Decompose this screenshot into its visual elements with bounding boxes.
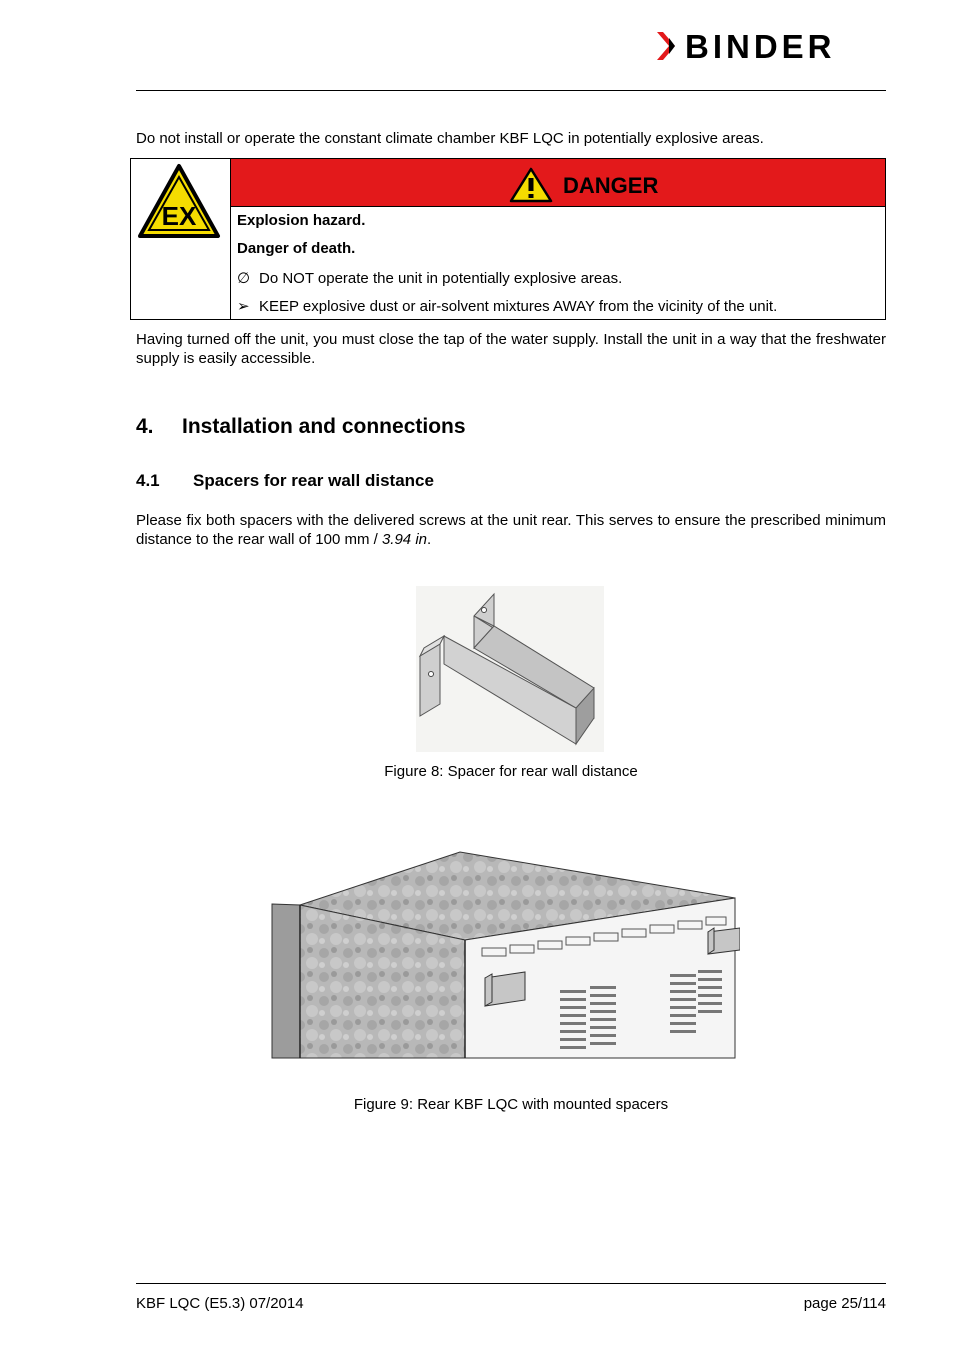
warning-icon-cell bbox=[131, 159, 231, 319]
danger-header bbox=[231, 159, 885, 207]
hazard-consequence: Danger of death. bbox=[237, 240, 356, 257]
spacers-text: Please fix both spacers with the delivered screws at the unit rear. This serves to ensure the prescribed minimum distance to the rear wall of 100 mm / bbox=[136, 512, 886, 548]
instruction-text: KEEP explosive dust or air-solvent mixtures AWAY from the vicinity of the unit. bbox=[259, 298, 778, 315]
ex-icon-text: EX bbox=[161, 201, 197, 231]
figure-8-spacer-image bbox=[416, 586, 604, 752]
danger-warning-box bbox=[130, 158, 886, 320]
spacers-distance-inches: 3.94 in bbox=[381, 531, 427, 548]
logo-text: BINDER bbox=[685, 30, 836, 62]
warning-triangle-icon bbox=[509, 167, 553, 203]
intro-text: Do not install or operate the constant climate chamber KBF LQC in potentially explosive areas. bbox=[136, 130, 764, 147]
figure-8-caption: Figure 8: Spacer for rear wall distance bbox=[384, 763, 638, 780]
header-rule bbox=[136, 90, 886, 91]
subsection-heading bbox=[136, 471, 434, 491]
footer-rule bbox=[136, 1283, 886, 1284]
binder-logo bbox=[655, 30, 887, 62]
figure-9-unit-rear-image bbox=[270, 850, 740, 1060]
section-title: Installation and connections bbox=[182, 415, 466, 438]
explosion-hazard-ex-icon bbox=[137, 163, 221, 239]
footer-document-id: KBF LQC (E5.3) 07/2014 bbox=[136, 1295, 304, 1312]
arrow-bullet-icon: ➢ bbox=[237, 298, 250, 315]
hazard-type: Explosion hazard. bbox=[237, 212, 366, 229]
section-number: 4. bbox=[136, 415, 154, 438]
signal-word: DANGER bbox=[563, 173, 659, 198]
spacers-text-end: . bbox=[427, 531, 432, 548]
water-supply-paragraph: Having turned off the unit, you must close the tap of the water supply. Install the unit in a way that the freshwater supply is easily accessible. bbox=[136, 331, 886, 367]
section-heading bbox=[136, 415, 466, 439]
spacers-paragraph bbox=[136, 511, 886, 549]
prohibition-symbol-icon: ∅ bbox=[237, 270, 251, 287]
prohibition-line bbox=[237, 269, 622, 287]
subsection-title: Spacers for rear wall distance bbox=[193, 471, 434, 490]
prohibition-text: Do NOT operate the unit in potentially explosive areas. bbox=[259, 270, 623, 287]
figure-9-caption: Figure 9: Rear KBF LQC with mounted spacers bbox=[353, 1096, 669, 1113]
footer-page-number: page 25/114 bbox=[803, 1295, 886, 1312]
subsection-number: 4.1 bbox=[136, 471, 160, 490]
instruction-line bbox=[237, 297, 777, 315]
